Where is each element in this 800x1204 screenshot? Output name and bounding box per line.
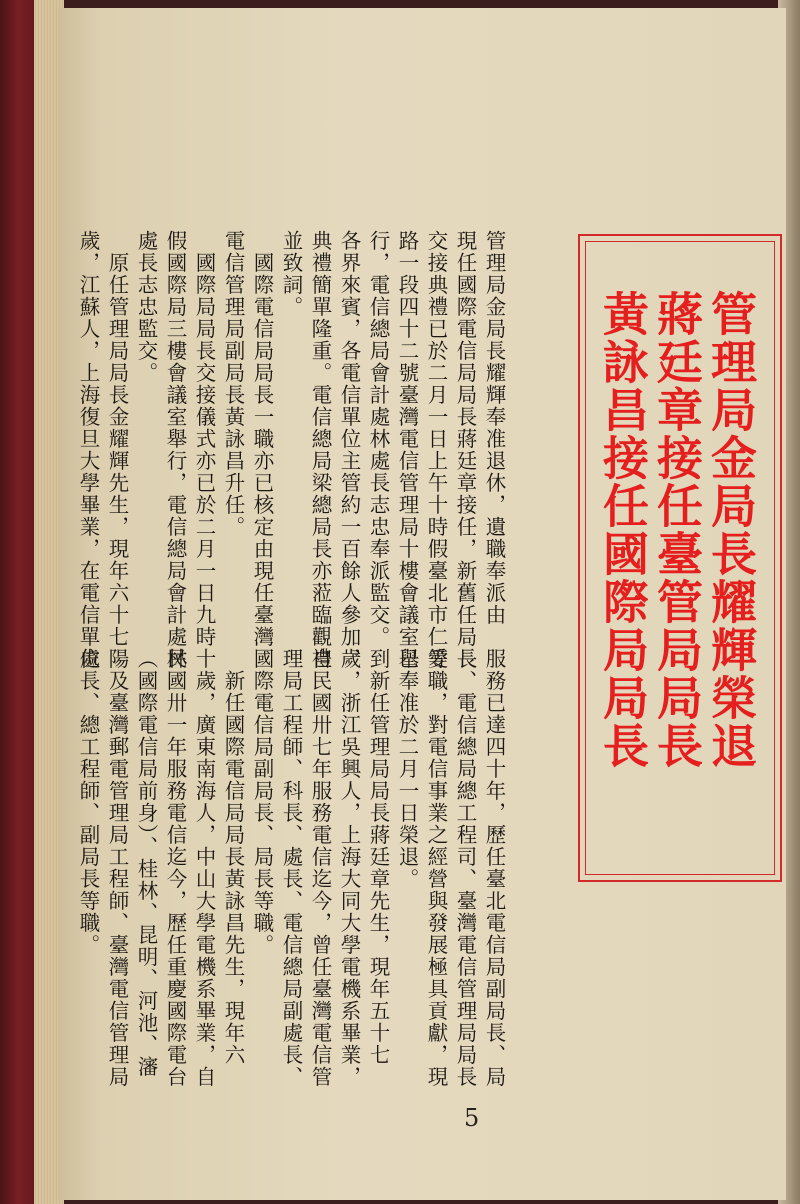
article-body-upper: 管理局金局長耀輝奉准退休，遺職奉派由 現任國際電信局局長蔣廷章接任，新舊任局長 交接典禮已於二月一日上午十時假臺北市仁愛 路一段四十二號臺灣電信管理局十樓會議室舉 行，電信總局會計處林處長志忠奉派監交。到 各界來賓，各電信單位主管約一百餘人參加， 典禮簡單隆重。電信總局梁總局長亦蒞臨觀禮 並致詞。 國際電信局局長一職亦已核定由現任臺灣 電信管理局副局長黃詠昌升任。 國際局局長交接儀式亦已於二月一日九時 假國際局三樓會議室舉行，電信總局會計處林 處長志忠監交。 原任管理局局長金耀輝先生，現年六十七 歲，江蘇人，上海復旦大學畢業，在電信單位 (76, 230, 506, 670)
headline: 管理局金局長耀輝榮退 蔣廷章接任臺管局局長 黃詠昌接任國際局局長 (596, 290, 758, 770)
article-body-lower: 服務已達四十年，歷任臺北電信局副局長、局 長、電信總局總工程司、臺灣電信管理局局長 等職，對電信事業之經營與發展極具貢獻，現 已奉准於二月一日榮退。 新任管理局局長蔣廷章先生，現年五十七 歲，浙江吳興人，上海大同大學電機系畢業， 自民國卅七年服務電信迄今，曾任臺灣電信管 理局工程師、科長、處長、電信總局副處長、 國際電信局副局長、局長等職。 新任國際電信局局長黃詠昌先生，現年六 十歲，廣東南海人，中山大學電機系畢業，自 民國卅一年服務電信迄今，歷任重慶國際電台 （國際電信局前身）、桂林、昆明、河池、瀋 陽及臺灣郵電管理局工程師、臺灣電信管理局 處長、總工程師、副局長等職。 (76, 648, 506, 1088)
book-page (58, 8, 786, 1200)
headline-box (578, 234, 782, 882)
page-number: 5 (464, 1104, 480, 1132)
